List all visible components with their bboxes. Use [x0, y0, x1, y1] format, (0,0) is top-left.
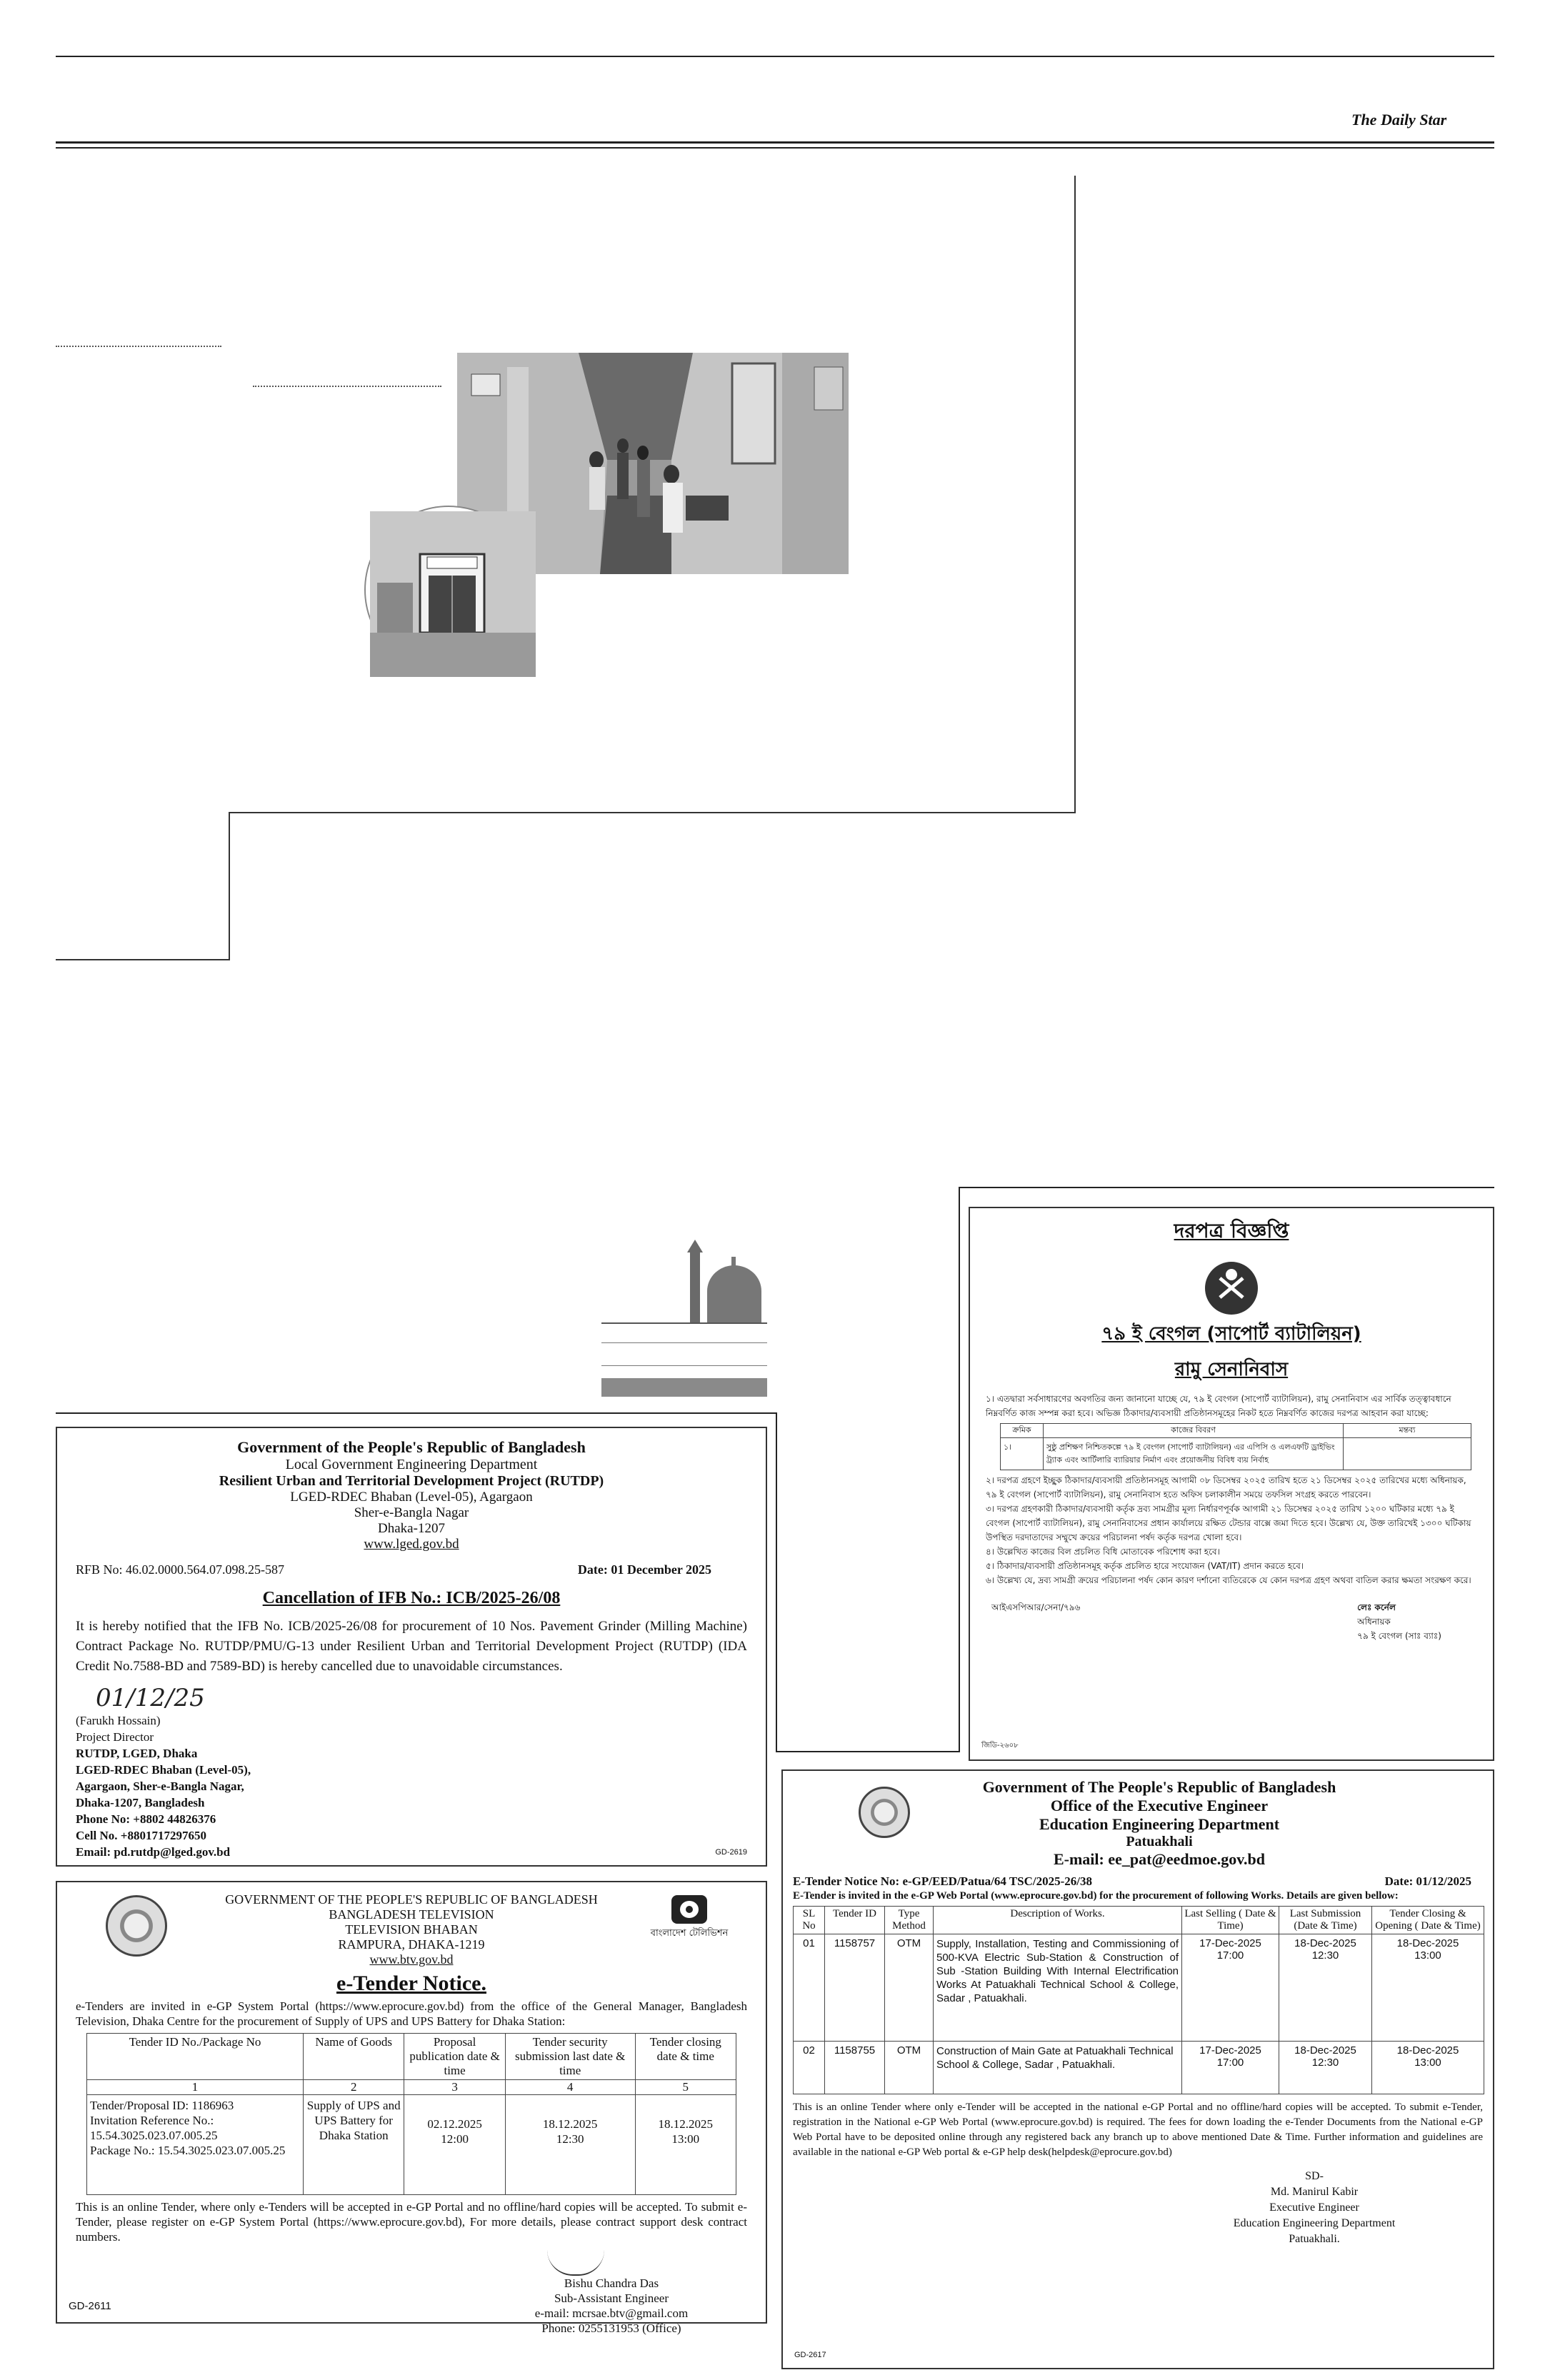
- ad-lged-sig-line: (Farukh Hossain): [76, 1714, 161, 1727]
- eed-th: SL No: [794, 1907, 825, 1934]
- ad-btv-org: BANGLADESH TELEVISION: [329, 1907, 494, 1922]
- ad-bengal-p4: ৪। উল্লেখিত কাজের বিল প্রচলিত বিধি মোতাবেক পরিশোধ করা হবে।: [986, 1547, 1220, 1557]
- btv-logo: [643, 1895, 736, 1957]
- ads-frame-mid-v: [776, 1412, 777, 1752]
- ad-bengal-code: জিডি-২৬০৮: [981, 1742, 1019, 1749]
- eed-cell: 1158757: [825, 1934, 885, 2042]
- ad-btv-bhaban: TELEVISION BHABAN: [345, 1922, 478, 1937]
- mosque-rule-2: [601, 1342, 767, 1343]
- ad-lged-sig-line: Email: pd.rutdp@lged.gov.bd: [76, 1845, 231, 1859]
- ad-eed-notice-no: E-Tender Notice No: e-GP/EED/Patua/64 TSC/2025-26/38: [793, 1874, 1093, 1888]
- ad-bengal-p3: ৩। দরপত্র গ্রহণকারী ঠিকাদার/ব্যবসায়ী কর্তৃক দ্রব্য সামগ্রীর মূল্য নির্ধারণপূর্বক আগামী ২১ ডিসেম্বর ২০২৫ তারিখ ১২০০ ঘটিকার মধ্যে ৭৯ ই বেংগল (সাপোর্ট ব্যাটালিয়ন), রামু সেনানিবাসের প্রধান কার্যালয়ে রক্ষিত টেন্ডার বাক্সে জমা দিতে হবে। উল্লেখ্য যে, উক্ত তারিখেই ১৩০০ ঘটিকায় উপস্থিত দরদাতাদের সম্মুখে ক্রয়ের পরিচালনা পর্ষদ কর্তৃক দরপত্র খোলা হবে।: [986, 1504, 1471, 1542]
- bengal-th: কাজের বিবরণ: [1044, 1424, 1344, 1438]
- btv-col-num: 2: [304, 2080, 404, 2095]
- bengal-td: ১।: [1001, 1438, 1044, 1470]
- eed-th: Description of Works.: [934, 1907, 1182, 1934]
- eed-cell: 18-Dec-2025 13:00: [1372, 1934, 1484, 2042]
- ad-bengal-ref: আইএসপিআর/সেনা/৭৯৬: [991, 1602, 1081, 1612]
- ad-bengal-title: দরপত্র বিজ্ঞপ্তি: [1174, 1219, 1289, 1242]
- eed-cell: OTM: [885, 1934, 934, 2042]
- mosque-grey-bar: [601, 1378, 767, 1397]
- bengal-th: ক্রমিক: [1001, 1424, 1044, 1438]
- ad-lged-heading: Cancellation of IFB No.: ICB/2025-26/08: [262, 1589, 561, 1607]
- masthead-rule-2: [56, 147, 1494, 149]
- btv-cell: Supply of UPS and UPS Battery for Dhaka Station: [304, 2095, 404, 2195]
- btv-logo-text: বাংলাদেশ টেলিভিশন: [650, 1928, 729, 1939]
- ad-btv-web[interactable]: www.btv.gov.bd: [369, 1952, 454, 1967]
- ad-bengal-title-wrap: [986, 1215, 1477, 1249]
- eed-cell: Construction of Main Gate at Patuakhali Technical School & College, Sadar , Patuakhali.: [934, 2042, 1182, 2094]
- ad-eed-sig-line: Executive Engineer: [1269, 2201, 1359, 2214]
- article-left-rule: [56, 959, 230, 960]
- top-rule: [56, 56, 1494, 57]
- ads-frame-mid: [776, 1751, 960, 1752]
- btv-cell: 18.12.2025 13:00: [635, 2095, 736, 2195]
- ad-btv-signature-mark: [547, 2250, 604, 2276]
- ad-eed-place: Patuakhali: [1126, 1834, 1193, 1849]
- column-divider: [1074, 176, 1076, 813]
- ad-eed-dept: Education Engineering Department: [1039, 1815, 1280, 1833]
- ad-eed-date: Date: 01/12/2025: [1384, 1874, 1471, 1888]
- btv-th: Tender ID No./Package No: [87, 2034, 304, 2080]
- ad-btv-intro: e-Tenders are invited in e-GP System Portal (https://www.eprocure.gov.bd) from the office of the General Manager, Bangladesh Television, Dhaka Centre for the procurement of Supply of UPS and UPS Battery for Dhaka Station:: [76, 1999, 747, 2028]
- ad-lged-sig-line: Project Director: [76, 1730, 154, 1744]
- ad-eed-sig-line: SD-: [1305, 2170, 1324, 2182]
- eed-cell: 17-Dec-2025 17:00: [1182, 2042, 1279, 2094]
- bengal-td: [1344, 1438, 1471, 1470]
- table-row: [794, 2042, 1484, 2094]
- btv-col-num: 3: [404, 2080, 505, 2095]
- ad-bengal-sig-line: লেঃ কর্নেল: [1357, 1602, 1396, 1612]
- eed-th: Last Submission (Date & Time): [1279, 1907, 1372, 1934]
- ad-bengal-sig-line: ৭৯ ই বেংগল (সাঃ ব্যাঃ): [1357, 1631, 1441, 1641]
- eed-cell: 01: [794, 1934, 825, 2042]
- ad-lged-code: GD-2619: [715, 1848, 747, 1857]
- ad-btv-signature-block: [476, 2276, 747, 2336]
- btv-th: Proposal publication date & time: [404, 2034, 505, 2080]
- ad-lged-sig-line: Phone No: +8802 44826376: [76, 1812, 216, 1826]
- mosque-rule-1: [601, 1322, 767, 1324]
- ad-lged-signature-mark: 01/12/25: [96, 1684, 205, 1712]
- article-bottom-rule: [229, 812, 1076, 813]
- bengal-th: মন্তব্য: [1344, 1424, 1471, 1438]
- ad-eed-signature-block: [1207, 2169, 1421, 2247]
- ads-frame-left: [959, 1187, 960, 1751]
- btv-cell: 02.12.2025 12:00: [404, 2095, 505, 2195]
- dotted-rule-1: [56, 346, 221, 347]
- ad-eed-gov: Government of The People's Republic of Bangladesh: [982, 1778, 1336, 1796]
- ad-lged-dept: Local Government Engineering Department: [285, 1457, 538, 1472]
- ad-lged-cancellation: [56, 1427, 767, 1867]
- ad-btv-sig-line: Bishu Chandra Das: [564, 2276, 659, 2290]
- ad-btv-code: GD-2611: [69, 2300, 111, 2312]
- masthead-rule-1: [56, 141, 1494, 144]
- ad-btv-tender: [56, 1881, 767, 2335]
- ad-lged-addr1: LGED-RDEC Bhaban (Level-05), Agargaon: [290, 1490, 533, 1505]
- ad-bengal-p1: ১। এতদ্বারা সর্বসাধারণের অবগতির জন্য জানানো যাচ্ছে যে, ৭৯ ই বেংগল (সাপোর্ট ব্যাটালিয়ন), রামু সেনানিবাস এর সার্বিক তত্ত্বাবধানে নিম্নবর্ণিত কাজ সম্পন্ন করা হবে। অভিজ্ঞ ঠিকাদার/ব্যবসায়ী প্রতিষ্ঠানসমূহের নিকট হতে নিম্নবর্ণিত কাজের দরপত্র আহবান করা যাচ্ছে:: [986, 1394, 1451, 1418]
- eed-cell: 02: [794, 2042, 825, 2094]
- mosque-rule-3: [601, 1365, 767, 1366]
- ad-bengal-table: [1000, 1423, 1471, 1470]
- ad-eed-note: This is an online Tender where only e-Tender will be accepted in the national e-GP Portal and no offline/hard copies will be accepted. To submit e-Tender, registration in the National e-GP Web Portal (www.eprocure.gov.bd) is required. The fees for down loading the e-Tender Documents from the National e-GP Web Portal have to be deposited online through any registered back any branch up to above mentioned Date & Time. Further information and guidelines are available in the national e-GP Web portal & e-GP help desk(helpdesk@eprocure.gov.bd): [793, 2102, 1483, 2158]
- ad-eed-email[interactable]: E-mail: ee_pat@eedmoe.gov.bd: [1053, 1850, 1266, 1868]
- ad-eed-table: [793, 1906, 1484, 2094]
- ad-bengal-tender: [969, 1207, 1494, 1761]
- ad-eed-code: GD-2617: [794, 2351, 826, 2359]
- btv-th: Name of Goods: [304, 2034, 404, 2080]
- ad-lged-sig-line: Cell No. +8801717297650: [76, 1829, 206, 1842]
- btv-th: Tender security submission last date & time: [505, 2034, 635, 2080]
- ad-eed-tender: [781, 1769, 1494, 2369]
- ad-btv-note: This is an online Tender, where only e-Tenders will be accepted in e-GP Portal and no offline/hard copies will be accepted. To submit e-Tender, please register on e-GP System Portal (https://www.eprocure.gov.bd), For more details, please contract support desk contract numbers.: [76, 2200, 747, 2244]
- mosque-icon: [684, 1240, 770, 1324]
- ad-eed-intro: E-Tender is invited in the e-GP Web Portal (www.eprocure.gov.bd) for the procurement of following Works. Details are given bellow:: [793, 1890, 1399, 1902]
- news-inset-photo: [366, 507, 531, 673]
- ad-bengal-unit: ৭৯ ই বেংগল (সাপোর্ট ব্যাটালিয়ন): [1101, 1323, 1361, 1345]
- eed-cell: 1158755: [825, 2042, 885, 2094]
- eed-cell: Supply, Installation, Testing and Commissioning of 500-KVA Electric Sub-Station & Construction of Sub -Station Building With Internal Electrification Works At Patuakhali Technical School & College, Sadar , Patuakhali.: [934, 1934, 1182, 2042]
- ad-lged-addr3: Dhaka-1207: [378, 1521, 445, 1536]
- eed-cell: OTM: [885, 2042, 934, 2094]
- btv-logo-icon: [671, 1895, 707, 1924]
- btv-col-num: 5: [635, 2080, 736, 2095]
- ad-btv-sig-line: Phone: 0255131953 (Office): [541, 2321, 681, 2335]
- ads-frame-lower: [56, 1412, 777, 1414]
- ad-bengal-sig-line: অধিনায়ক: [1357, 1617, 1391, 1627]
- ad-btv-heading: e-Tender Notice.: [336, 1972, 486, 1995]
- ad-bengal-place: রামু সেনানিবাস: [1174, 1359, 1289, 1380]
- btv-col-num: 1: [87, 2080, 304, 2095]
- eed-cell: 18-Dec-2025 12:30: [1279, 2042, 1372, 2094]
- army-emblem-icon: [1205, 1262, 1258, 1315]
- dotted-rule-2: [253, 386, 441, 387]
- ad-eed-office: Office of the Executive Engineer: [1050, 1797, 1269, 1814]
- ad-eed-sig-line: Patuakhali.: [1289, 2233, 1340, 2245]
- ad-bengal-p6: ৬। উল্লেখ্য যে, দ্রব্য সামগ্রী ক্রয়ের পরিচালনা পর্ষদ কোন কারণ দর্শানো ব্যতিরেকে যে কোন দরপত্র গ্রহণ অথবা বাতিল করার ক্ষমতা সংরক্ষণ করে।: [986, 1575, 1471, 1585]
- article-step-rule: [229, 812, 230, 960]
- eed-th: Type Method: [885, 1907, 934, 1934]
- ad-btv-gov: GOVERNMENT OF THE PEOPLE'S REPUBLIC OF BANGLADESH: [225, 1892, 598, 1907]
- masthead-logo: The Daily Star: [1351, 111, 1447, 129]
- bd-govt-seal-icon: [859, 1787, 910, 1838]
- btv-cell: 18.12.2025 12:30: [505, 2095, 635, 2195]
- ad-lged-sig-line: LGED-RDEC Bhaban (Level-05),: [76, 1763, 251, 1777]
- eed-cell: 18-Dec-2025 13:00: [1372, 2042, 1484, 2094]
- eed-th: Last Selling ( Date & Time): [1182, 1907, 1279, 1934]
- ad-bengal-signature-block: [1357, 1600, 1441, 1643]
- ad-lged-sig-line: Dhaka-1207, Bangladesh: [76, 1796, 205, 1809]
- bengal-td: সুষ্ঠু প্রশিক্ষণ নিশ্চিতকল্পে ৭৯ ই বেংগল (সাপোর্ট ব্যাটালিয়ন) এর এপিসি ও এলএফটি ড্রাইভিং ট্র্যাক এবং আর্টিলারি ব্যারিয়ার নির্মাণ এবং প্রয়োজনীয় বিবিধ ব্যয় নির্বাহ: [1044, 1438, 1344, 1470]
- ad-btv-table: [86, 2033, 736, 2195]
- ad-bengal-p2: ২। দরপত্র গ্রহণে ইচ্ছুক ঠিকাদার/ব্যবসায়ী প্রতিষ্ঠানসমূহ আগামী ০৮ ডিসেম্বর ২০২৫ তারিখ হতে ২১ ডিসেম্বর ২০২৫ তারিখের মধ্যে অধিনায়ক, ৭৯ ই বেংগল (সাপোর্ট ব্যাটালিয়ন), রামু সেনানিবাস হতে অফিস চলাকালীন সময়ে তফসিল সংগ্রহ করতে পারবেন।: [986, 1475, 1466, 1500]
- eed-th: Tender Closing & Opening ( Date & Time): [1372, 1907, 1484, 1934]
- ad-eed-sig-line: Md. Manirul Kabir: [1270, 2186, 1359, 2198]
- ad-lged-signature-block: [76, 1712, 747, 1860]
- ad-lged-addr2: Sher-e-Bangla Nagar: [354, 1505, 469, 1520]
- ad-lged-sig-line: RUTDP, LGED, Dhaka: [76, 1747, 198, 1760]
- eed-th: Tender ID: [825, 1907, 885, 1934]
- btv-col-num: 4: [505, 2080, 635, 2095]
- eed-cell: 18-Dec-2025 12:30: [1279, 1934, 1372, 2042]
- ads-frame-top: [959, 1187, 1494, 1188]
- ad-lged-web[interactable]: www.lged.gov.bd: [364, 1537, 459, 1552]
- ad-btv-sig-line: Sub-Assistant Engineer: [554, 2291, 669, 2305]
- table-row: [794, 1934, 1484, 2042]
- eed-cell: 17-Dec-2025 17:00: [1182, 1934, 1279, 2042]
- btv-th: Tender closing date & time: [635, 2034, 736, 2080]
- ad-bengal-p5: ৫। ঠিকাদার/ব্যবসায়ী প্রতিষ্ঠানসমূহ কর্তৃক প্রচলিত হারে সংযোজন (VAT/IT) প্রদান করতে হবে।: [986, 1561, 1304, 1571]
- hospital-entrance-illustration: [370, 511, 536, 677]
- ad-lged-body: It is hereby notified that the IFB No. ICB/2025-26/08 for procurement of 10 Nos. Pavement Grinder (Milling Machine) Contract Package No. RUTDP/PMU/G-13 under Resilient Urban and Territorial Development Project (RUTDP) (IDA Credit No.7588-BD and 7589-BD) is hereby cancelled due to unavoidable circumstances.: [76, 1619, 747, 1674]
- bd-govt-seal-icon: [106, 1895, 167, 1957]
- ad-btv-sig-line: e-mail: mcrsae.btv@gmail.com: [534, 2306, 689, 2320]
- btv-cell: Tender/Proposal ID: 1186963 Invitation Reference No.: 15.54.3025.023.07.005.25 Package No.: 15.54.3025.023.07.005.25: [87, 2095, 304, 2195]
- ad-lged-rfb: RFB No: 46.02.0000.564.07.098.25-587: [76, 1562, 285, 1577]
- ad-btv-addr: RAMPURA, DHAKA-1219: [338, 1937, 485, 1952]
- ad-lged-date: Date: 01 December 2025: [577, 1562, 711, 1577]
- ad-lged-sig-line: Agargaon, Sher-e-Bangla Nagar,: [76, 1779, 244, 1793]
- ad-lged-project: Resilient Urban and Territorial Development Project (RUTDP): [219, 1473, 604, 1489]
- ad-lged-gov: Government of the People's Republic of Bangladesh: [237, 1438, 586, 1456]
- ad-eed-sig-line: Education Engineering Department: [1233, 2217, 1396, 2229]
